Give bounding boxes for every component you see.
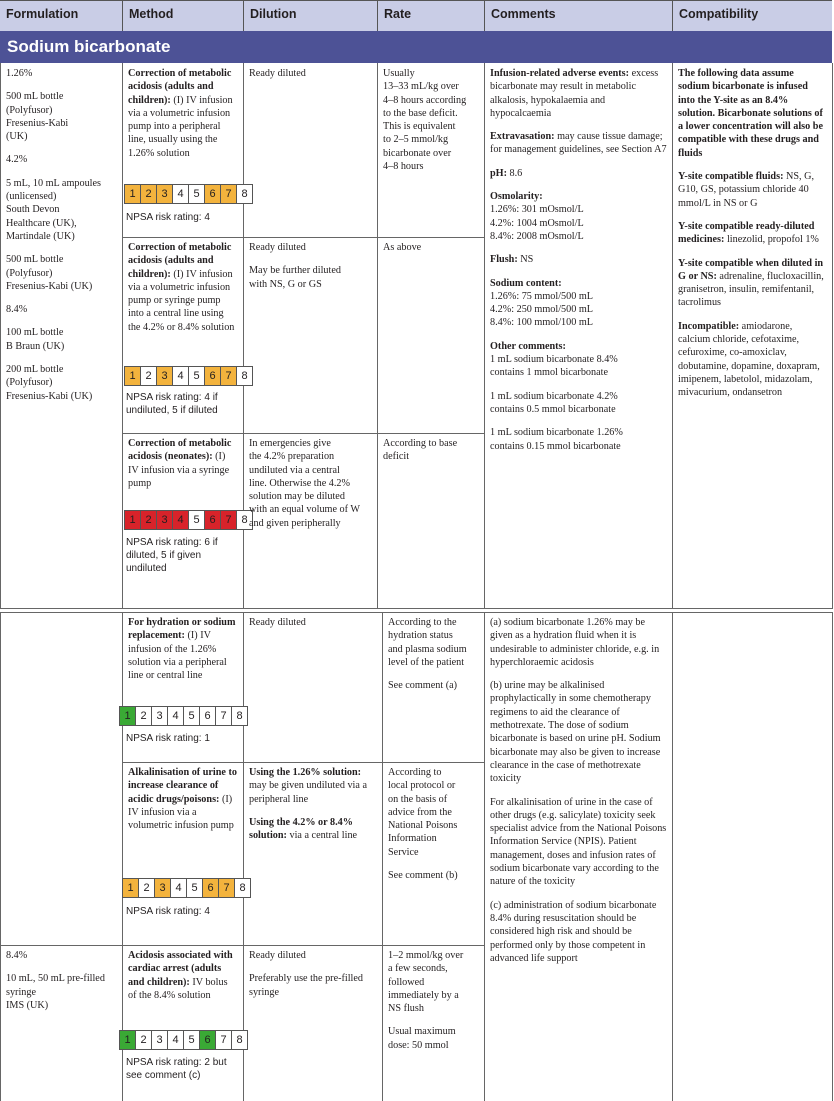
dilution-cell: Ready diluted Preferably use the pre-filled syringe bbox=[249, 950, 363, 998]
rate-cell: As above bbox=[383, 242, 422, 253]
risk-cell-4: 4 bbox=[172, 184, 189, 204]
section-title: Sodium bicarbonate bbox=[0, 31, 832, 63]
risk-cell-3: 3 bbox=[156, 184, 173, 204]
table-header bbox=[0, 0, 832, 32]
risk-cell-1: 1 bbox=[124, 184, 141, 204]
comments-cell: Infusion-related adverse events: excess bicarbonate may result in metabolic alkalosis, hypokalaemia and hypocalcaemia Extravasation: may cause tissue damage; for management guidelines, see Section A7 pH: 8.6 Osmolarity: 1.26%: 301 mOsmol/L 4.2%: 1004 mOsmol/L 8.4%: 2008 mOsmol/L Flush: NS Sodium content: 1.26%: 75 mmol/500 mL 4.2%: 250 mmol/500 mL 8.4%: 100 mmol/100 mL Other comments: 1 mL sodium bicarbonate 8.4% contains 1 mmol bicarbonate 1 mL sodium bicarbonate 4.2% contains 0.5 mmol bicarbonate 1 mL sodium bicarbonate 1.26% contains 0.15 mmol bicarbonate bbox=[490, 68, 667, 452]
method-cell: Correction of metabolic acidosis (adults and children): (I) IV infusion via a volumetric infusion pump into a peripheral line, usually using the 1.26% solution bbox=[128, 68, 233, 159]
formulation-text: 1.26% bbox=[6, 68, 33, 79]
risk-rating-grid bbox=[122, 878, 251, 898]
formulation-text: 4.2% bbox=[6, 154, 28, 166]
risk-cell-4: 4 bbox=[170, 878, 187, 898]
method-cell: Alkalinisation of urine to increase clearance of acidic drugs/poisons: (I) IV infusion via a volumetric infusion pump bbox=[128, 767, 237, 832]
risk-cell-3: 3 bbox=[151, 1030, 168, 1050]
risk-rating-label: NPSA risk rating: 6 if diluted, 5 if given undiluted bbox=[126, 537, 218, 574]
risk-cell-3: 3 bbox=[156, 510, 173, 530]
risk-cell-3: 3 bbox=[156, 366, 173, 386]
risk-cell-2: 2 bbox=[135, 1030, 152, 1050]
risk-cell-6: 6 bbox=[204, 366, 221, 386]
dilution-cell: In emergencies give the 4.2% preparation undiluted via a central line. Otherwise the 4.2% solution may be diluted with an equal volume of W and given peripherally bbox=[249, 438, 360, 529]
header-dilution: Dilution bbox=[243, 1, 377, 31]
formulation-text: 500 mL bottle (Polyfusor) Fresenius-Kabi (UK) bbox=[6, 91, 69, 143]
risk-rating-label: NPSA risk rating: 2 but see comment (c) bbox=[126, 1057, 227, 1081]
method-cell: Correction of metabolic acidosis (adults and children): (I) IV infusion via a volumetric infusion pump or syringe pump into a central line using the 4.2% or 8.4% solution bbox=[128, 242, 235, 333]
rate-cell: Usually 13–33 mL/kg over 4–8 hours according to the base deficit. This is equivalent to 2–5 mmol/kg bicarbonate over 4–8 hours bbox=[383, 68, 467, 173]
risk-cell-2: 2 bbox=[140, 366, 157, 386]
risk-cell-2: 2 bbox=[140, 510, 157, 530]
header-formulation: Formulation bbox=[6, 7, 79, 21]
risk-cell-6: 6 bbox=[204, 510, 221, 530]
risk-rating-label: NPSA risk rating: 4 bbox=[126, 212, 210, 223]
risk-cell-1: 1 bbox=[119, 1030, 136, 1050]
risk-rating-grid bbox=[119, 706, 248, 726]
risk-rating-label: NPSA risk rating: 4 if undiluted, 5 if diluted bbox=[126, 392, 218, 416]
risk-cell-7: 7 bbox=[215, 706, 232, 726]
risk-cell-5: 5 bbox=[188, 184, 205, 204]
risk-cell-1: 1 bbox=[122, 878, 139, 898]
dilution-cell: Ready diluted May be further diluted with NS, G or GS bbox=[249, 242, 341, 290]
dilution-cell: Ready diluted bbox=[249, 617, 306, 628]
risk-rating-label: NPSA risk rating: 1 bbox=[126, 733, 210, 744]
risk-cell-8: 8 bbox=[236, 510, 253, 530]
rate-cell: According to local protocol or on the basis of advice from the National Poisons Information Service See comment (b) bbox=[388, 767, 458, 882]
comments-cell: (a) sodium bicarbonate 1.26% may be given as a hydration fluid when it is undesirable to administer chloride, e.g. in hyperchloraemic acidosis (b) urine may be alkalinised prophylactically in some chemotherapy regimens to aid the clearance of methotrexate. The dose of sodium bicarbonate is based on urine pH. Sodium bicarbonate may also be given to increase clearance in the case of methotrexate toxicity For alkalinisation of urine in the case of other drugs (e.g. salicylate) toxicity seek specialist advice from the National Poisons Information Service (NPIS). Patient management, doses and infusion rates of sodium bicarbonate vary according to the nature of the toxicity (c) administration of sodium bicarbonate 8.4% during resuscitation should be considered high risk and should be performed only by those competent in advanced life support bbox=[490, 617, 667, 964]
risk-cell-4: 4 bbox=[172, 366, 189, 386]
risk-cell-7: 7 bbox=[220, 366, 237, 386]
risk-cell-8: 8 bbox=[236, 184, 253, 204]
risk-cell-2: 2 bbox=[140, 184, 157, 204]
risk-rating-label: NPSA risk rating: 4 bbox=[126, 906, 210, 917]
formulation-text: 200 mL bottle (Polyfusor) Fresenius-Kabi (UK) bbox=[6, 364, 93, 402]
risk-cell-6: 6 bbox=[199, 1030, 216, 1050]
risk-cell-6: 6 bbox=[199, 706, 216, 726]
risk-cell-7: 7 bbox=[215, 1030, 232, 1050]
risk-cell-5: 5 bbox=[186, 878, 203, 898]
compatibility-cell: The following data assume sodium bicarbonate is infused into the Y-site as an 8.4% solution. Bicarbonate solutions of a lower concentration will also be compatible with these drugs and fluids Y-site compatible fluids: NS, G, G10, GS, potassium chloride 40 mmol/L in NS or G Y-site compatible ready-diluted medicines: linezolid, propofol 1% Y-site compatible when diluted in G or NS: adrenaline, flucloxacillin, granisetron, insulin, remifentanil, tacrolimus Incompatible: amiodarone, calcium chloride, cefotaxime, cefuroxime, co-amoxiclav, dobutamine, dopamine, doxapram, imipenem, labetolol, midazolam, mivacurium, ondansetron bbox=[678, 68, 824, 399]
rate-cell: According to the hydration status and plasma sodium level of the patient See comment (a) bbox=[388, 617, 467, 692]
risk-cell-2: 2 bbox=[135, 706, 152, 726]
risk-cell-2: 2 bbox=[138, 878, 155, 898]
risk-rating-grid bbox=[124, 510, 253, 530]
risk-cell-7: 7 bbox=[220, 184, 237, 204]
dilution-cell: Using the 1.26% solution: may be given undiluted via a peripheral line Using the 4.2% or 8.4% solution: via a central line bbox=[249, 767, 367, 842]
header-compatibility: Compatibility bbox=[672, 1, 832, 31]
method-cell: Acidosis associated with cardiac arrest (adults and children): IV bolus of the 8.4% solution bbox=[128, 950, 233, 1001]
risk-cell-7: 7 bbox=[218, 878, 235, 898]
risk-cell-8: 8 bbox=[231, 1030, 248, 1050]
formulation-text: 100 mL bottle B Braun (UK) bbox=[6, 327, 65, 352]
risk-cell-7: 7 bbox=[220, 510, 237, 530]
risk-cell-4: 4 bbox=[167, 706, 184, 726]
risk-cell-8: 8 bbox=[234, 878, 251, 898]
risk-cell-4: 4 bbox=[167, 1030, 184, 1050]
risk-cell-5: 5 bbox=[188, 510, 205, 530]
risk-cell-8: 8 bbox=[231, 706, 248, 726]
dilution-cell: Ready diluted bbox=[249, 68, 306, 79]
header-method: Method bbox=[122, 1, 243, 31]
formulation-cell: 8.4% 10 mL, 50 mL pre-filled syringe IMS (UK) bbox=[6, 950, 105, 1011]
risk-cell-8: 8 bbox=[236, 366, 253, 386]
risk-cell-1: 1 bbox=[124, 510, 141, 530]
risk-cell-1: 1 bbox=[124, 366, 141, 386]
formulation-text: 5 mL, 10 mL ampoules (unlicensed) South Devon Healthcare (UK), Martindale (UK) bbox=[6, 177, 101, 242]
risk-cell-5: 5 bbox=[188, 366, 205, 386]
formulation-text: 8.4% bbox=[6, 304, 28, 316]
risk-cell-1: 1 bbox=[119, 706, 136, 726]
risk-cell-4: 4 bbox=[172, 510, 189, 530]
rate-cell: 1–2 mmol/kg over a few seconds, followed immediately by a NS flush Usual maximum dose: 50 mmol bbox=[388, 950, 464, 1051]
formulation-text: 500 mL bottle (Polyfusor) Fresenius-Kabi (UK) bbox=[6, 254, 93, 292]
method-cell: Correction of metabolic acidosis (neonates): (I) IV infusion via a syringe pump bbox=[128, 438, 232, 489]
header-comments: Comments bbox=[484, 1, 672, 31]
risk-cell-5: 5 bbox=[183, 1030, 200, 1050]
risk-rating-grid bbox=[119, 1030, 248, 1050]
risk-cell-3: 3 bbox=[151, 706, 168, 726]
risk-cell-5: 5 bbox=[183, 706, 200, 726]
header-rate: Rate bbox=[377, 1, 484, 31]
risk-cell-6: 6 bbox=[202, 878, 219, 898]
rate-cell: According to base deficit bbox=[383, 438, 458, 463]
risk-cell-3: 3 bbox=[154, 878, 171, 898]
risk-rating-grid bbox=[124, 366, 253, 386]
risk-rating-grid bbox=[124, 184, 253, 204]
risk-cell-6: 6 bbox=[204, 184, 221, 204]
method-cell: For hydration or sodium replacement: (I) IV infusion of the 1.26% solution via a peripheral line or central line bbox=[128, 617, 236, 682]
formulation-cell bbox=[1, 64, 122, 416]
